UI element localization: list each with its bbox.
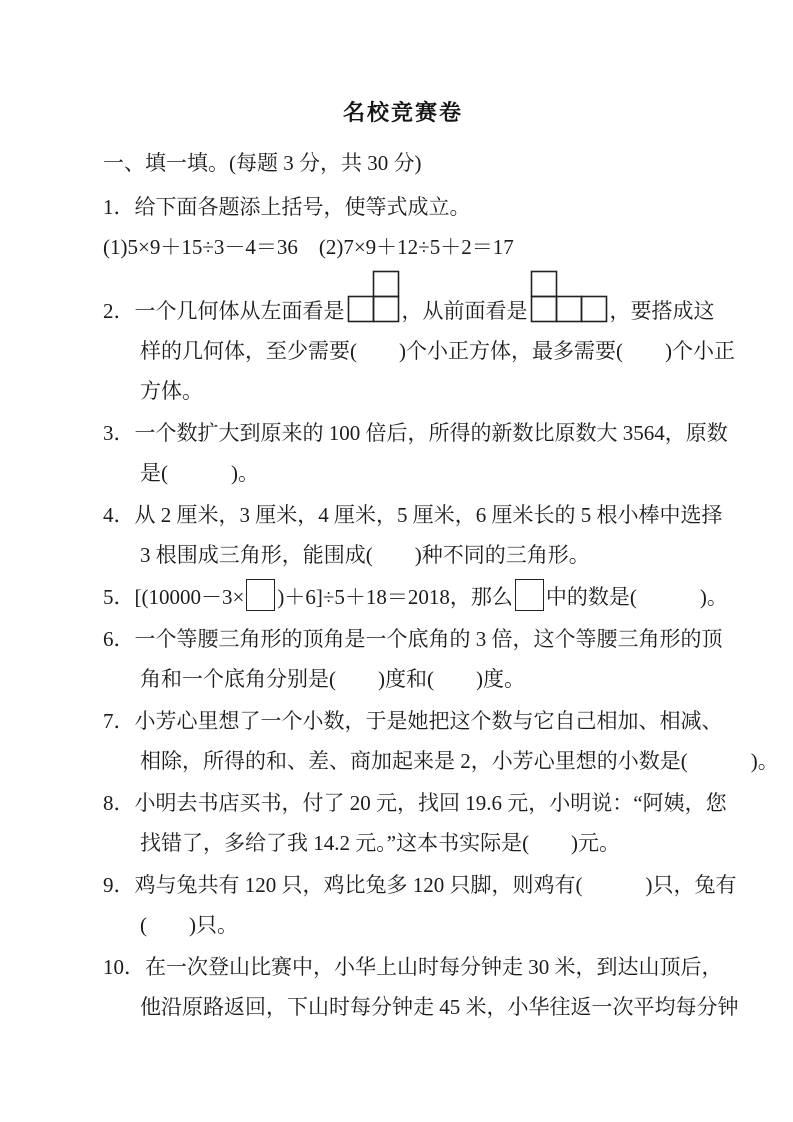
question-7 — [103, 701, 779, 781]
question-4-line-2: 3 根围成三角形，能围成( )种不同的三角形。 — [140, 543, 590, 567]
question-8 — [103, 783, 727, 863]
question-6-line-1: 6．一个等腰三角形的顶角是一个底角的 3 倍，这个等腰三角形的顶 — [103, 627, 723, 651]
question-1-equations: (1)5×9＋15÷3－4＝36 (2)7×9＋12÷5＋2＝17 — [103, 235, 514, 259]
question-10-line-1: 10．在一次登山比赛中，小华上山时每分钟走 30 米，到达山顶后， — [103, 955, 723, 979]
question-10 — [103, 947, 739, 1027]
question-5-line-1 — [103, 577, 728, 617]
question-2 — [103, 269, 735, 411]
blank-box-icon — [515, 579, 544, 611]
question-2-text-b: ，从前面看是 — [401, 299, 528, 323]
question-6-line-2: 角和一个底角分别是( )度和( )度。 — [140, 667, 525, 691]
question-4 — [103, 495, 723, 575]
question-6 — [103, 619, 723, 699]
question-10-line-2: 他沿原路返回，下山时每分钟走 45 米，小华往返一次平均每分钟 — [140, 995, 739, 1019]
question-2-line-2: 样的几何体，至少需要( )个小正方体，最多需要( )个小正 — [140, 339, 735, 363]
question-2-line-1 — [103, 269, 723, 331]
blank-box-icon — [246, 579, 275, 611]
question-7-line-2: 相除，所得的和、差、商加起来是 2，小芳心里想的小数是( )。 — [140, 749, 779, 773]
question-5-text-b: )＋6]÷5＋18＝2018，那么 — [277, 585, 513, 609]
question-9-line-2: ( )只。 — [140, 913, 238, 937]
question-3-line-1: 3．一个数扩大到原来的 100 倍后，所得的新数比原数大 3564，原数 — [103, 421, 728, 445]
question-7-line-1: 7．小芳心里想了一个小数，于是她把这个数与它自己相加、相减、 — [103, 709, 723, 733]
left-view-shape-icon — [347, 269, 400, 323]
question-1 — [103, 187, 723, 267]
question-2-text-c: ，要搭成这 — [609, 299, 715, 323]
question-5-text-c: 中的数是( )。 — [545, 585, 728, 609]
question-3-line-2: 是( )。 — [140, 461, 259, 485]
question-8-line-1: 8．小明去书店买书，付了 20 元，找回 19.6 元，小明说：“阿姨，您 — [103, 791, 727, 815]
question-9 — [103, 865, 737, 945]
section-heading: 一、填一填。(每题 3 分，共 30 分) — [103, 151, 422, 175]
question-9-line-1: 9．鸡与兔共有 120 只，鸡比兔多 120 只脚，则鸡有( )只，兔有 — [103, 873, 737, 897]
front-view-shape-icon — [530, 269, 608, 323]
page-title: 名校竞赛卷 — [342, 100, 463, 125]
question-4-line-1: 4．从 2 厘米，3 厘米，4 厘米，5 厘米，6 厘米长的 5 根小棒中选择 — [103, 503, 723, 527]
question-2-line-3: 方体。 — [140, 379, 203, 403]
question-5-text-a: 5．[(10000－3× — [103, 585, 245, 609]
question-8-line-2: 找错了，多给了我 14.2 元。”这本书实际是( )元。 — [140, 831, 621, 855]
question-1-text: 1．给下面各题添上括号，使等式成立。 — [103, 195, 471, 219]
question-3 — [103, 413, 728, 493]
question-2-text-a: 2．一个几何体从左面看是 — [103, 299, 345, 323]
question-5 — [103, 577, 728, 617]
